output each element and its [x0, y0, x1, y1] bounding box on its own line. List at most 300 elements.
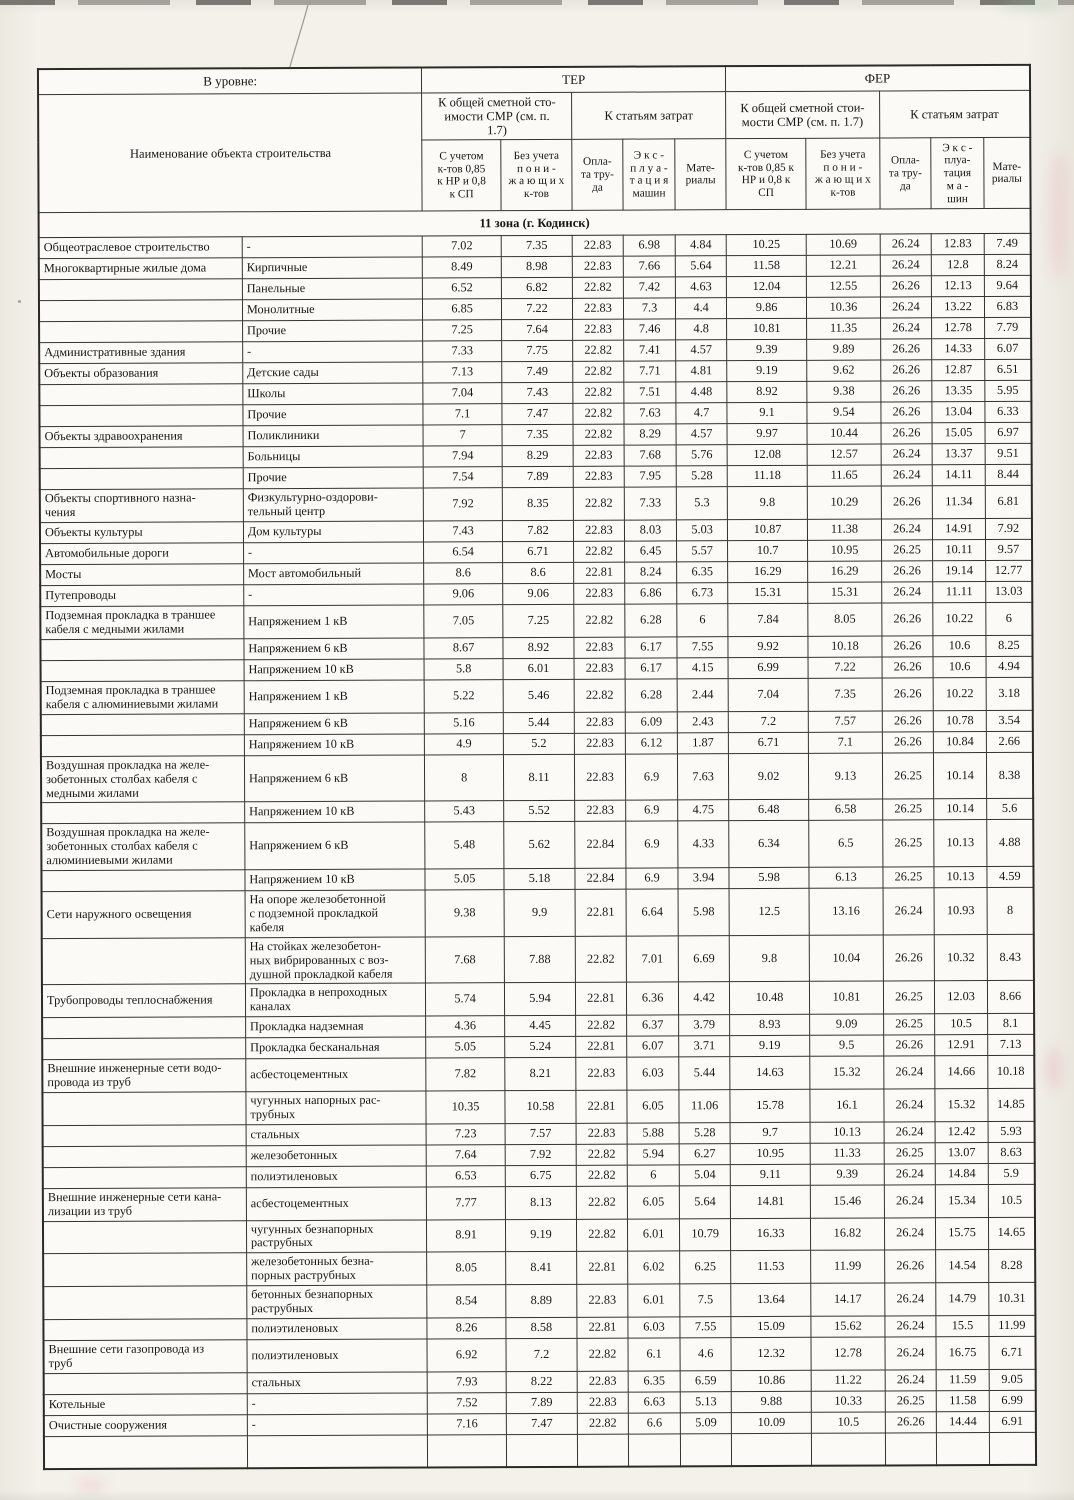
- cell: 12.83: [931, 234, 984, 255]
- cell: 5.44: [679, 1057, 730, 1090]
- cell: полиэтиленовых: [247, 1318, 428, 1340]
- cell: 9.38: [807, 381, 880, 402]
- table-row: [43, 1250, 1035, 1287]
- cell: -: [243, 542, 424, 564]
- cell: 26.25: [882, 820, 934, 867]
- cell: 14.65: [988, 1217, 1035, 1250]
- cell: 7.5: [680, 1284, 731, 1317]
- cell: 8.93: [730, 1014, 810, 1035]
- table-row: [40, 486, 1032, 523]
- cell: 7.84: [728, 603, 808, 636]
- cell: [247, 1435, 428, 1468]
- cell: 7.13: [423, 362, 501, 383]
- cell: 4.48: [676, 382, 727, 403]
- cell: 9.88: [731, 1391, 811, 1412]
- cell: [43, 1125, 246, 1147]
- cell: 5.94: [504, 983, 576, 1016]
- cell: 8.05: [808, 603, 882, 636]
- cell: Сети наружного освещения: [42, 891, 246, 939]
- cell: 22.82: [574, 679, 625, 712]
- cell: 12.91: [935, 1035, 988, 1056]
- cell: 10.04: [810, 935, 884, 982]
- cell: 6.05: [627, 1090, 680, 1123]
- cell: 15.75: [936, 1217, 989, 1250]
- cell: 4.6: [680, 1338, 731, 1371]
- cell: 22.83: [573, 466, 624, 487]
- cell: 4.84: [676, 235, 727, 256]
- cell: 7.01: [626, 936, 679, 983]
- scan-artifact-smudge: [1046, 1048, 1062, 1090]
- cell: Детские сады: [243, 362, 424, 384]
- cell: 7.63: [624, 403, 677, 424]
- cell: 5.04: [680, 1164, 731, 1185]
- cell: [989, 1432, 1036, 1465]
- cell: 8.11: [503, 754, 575, 801]
- cell: 7.57: [505, 1123, 577, 1144]
- table-row: [43, 1336, 1035, 1373]
- cell: 5.13: [681, 1391, 732, 1412]
- cell: 11.33: [810, 1143, 883, 1164]
- cell: 11.18: [727, 466, 807, 487]
- cell: 8.43: [987, 934, 1034, 981]
- cell: 7.55: [677, 637, 728, 658]
- cell: 22.81: [576, 983, 627, 1016]
- cell: 9.8: [727, 487, 807, 520]
- cell: 10.6: [933, 635, 986, 656]
- cell: [41, 713, 244, 735]
- cell: Мост автомобильный: [243, 563, 424, 585]
- cell: 5.24: [504, 1037, 576, 1058]
- cell: 7.35: [808, 678, 882, 711]
- cell: Напряжением 6 кВ: [244, 713, 425, 735]
- cell: 4.8: [676, 319, 727, 340]
- cell: 9.13: [809, 753, 883, 800]
- cell: Многоквартирные жилые дома: [39, 258, 242, 280]
- cell: 11.65: [807, 465, 880, 486]
- cell: 6.64: [626, 889, 679, 936]
- cell: 10.14: [934, 799, 987, 820]
- cell: 14.81: [730, 1185, 810, 1218]
- cost-index-table: [37, 64, 1037, 1470]
- cell: 8.54: [427, 1285, 506, 1318]
- cell: 14.79: [936, 1283, 989, 1316]
- header-fer-with-coeff: С учетом к-тов 0,85 к НР и 0,8 к СП: [726, 139, 807, 210]
- cell: 26.24: [880, 297, 932, 318]
- cell: 22.82: [573, 382, 624, 403]
- cell: 6.02: [627, 1251, 680, 1284]
- cell: 26.26: [881, 603, 933, 636]
- cell: 22.82: [573, 424, 624, 445]
- cell: 11.06: [679, 1090, 730, 1123]
- cell: 8.98: [501, 257, 573, 278]
- cell: 14.54: [936, 1250, 989, 1283]
- cell: 15.46: [811, 1185, 885, 1218]
- cell: 9.57: [985, 539, 1032, 560]
- cell: 9.11: [730, 1164, 810, 1185]
- cell: 6.97: [985, 423, 1032, 444]
- scan-artifact-speck: [18, 300, 21, 303]
- cell: 13.03: [986, 581, 1033, 602]
- cell: -: [247, 1393, 428, 1415]
- cell: 11.38: [808, 519, 881, 540]
- cell: 5.46: [503, 679, 575, 712]
- cell: 5.9: [988, 1163, 1035, 1184]
- cell: 5.43: [425, 801, 503, 822]
- cell: Панельные: [242, 278, 423, 300]
- cell: 5.98: [729, 867, 809, 888]
- cell: 11.99: [811, 1250, 885, 1283]
- cell: 26.25: [883, 1014, 935, 1035]
- cell: 9.39: [727, 340, 807, 361]
- header-ter-labor: Опла- та тру- да: [572, 139, 623, 210]
- cell: 26.25: [882, 799, 934, 820]
- cell: Школы: [243, 383, 424, 405]
- cell: 9.9: [504, 889, 576, 936]
- cell: 10.29: [808, 486, 882, 519]
- cell: 4.42: [679, 982, 730, 1015]
- cell: 8.03: [624, 520, 677, 541]
- cell: полиэтиленовых: [246, 1166, 427, 1188]
- cell: 8.49: [423, 257, 501, 278]
- cell: Прокладка в непроходных каналах: [245, 983, 426, 1017]
- cell: 26.25: [883, 867, 935, 888]
- cell: 7.54: [424, 467, 502, 488]
- header-fer-materials: Мате- риалы: [984, 138, 1031, 209]
- cell: 22.82: [573, 487, 624, 520]
- header-ter-cost-items: К статьям затрат: [572, 92, 726, 140]
- cell: 22.82: [574, 541, 625, 562]
- cell: 6.01: [628, 1284, 681, 1317]
- cell: 26.26: [881, 402, 933, 423]
- cell: 6: [627, 1165, 680, 1186]
- cell: 5.88: [627, 1123, 680, 1144]
- cell: 26.25: [883, 981, 935, 1014]
- cell: 6.48: [729, 800, 809, 821]
- cell: 22.83: [574, 583, 625, 604]
- cell: 10.81: [810, 981, 884, 1014]
- cell: -: [244, 584, 425, 606]
- cell: 6.03: [627, 1057, 680, 1090]
- cell: 22.83: [577, 1284, 628, 1317]
- cell: 7.04: [728, 678, 808, 711]
- cell: 6.5: [809, 820, 883, 867]
- cell: Напряжением 10 кВ: [245, 869, 426, 891]
- cell: 5.64: [680, 1185, 731, 1218]
- cell: 16.75: [936, 1336, 989, 1369]
- cell: Дом культуры: [243, 521, 424, 543]
- cell: Путепроводы: [40, 585, 243, 607]
- cell: 8.35: [502, 488, 574, 521]
- cell: 14.85: [988, 1088, 1035, 1121]
- cell: [628, 1434, 681, 1467]
- cell: 10.13: [810, 1122, 883, 1143]
- cell: 22.81: [574, 562, 625, 583]
- header-fer-without-coeff: Без учета п о н и - ж а ю щ и х к-тов: [806, 138, 880, 209]
- cell: железобетонных безна- порных раструбных: [246, 1252, 427, 1286]
- cell: 10.95: [808, 540, 881, 561]
- cell: 26.26: [882, 678, 934, 711]
- cell: 8.58: [506, 1317, 578, 1338]
- cell: 22.83: [577, 1371, 628, 1392]
- cell: 26.25: [885, 1390, 937, 1411]
- cell: 15.32: [810, 1056, 884, 1089]
- cell: 15.78: [730, 1089, 810, 1122]
- cell: -: [247, 1414, 428, 1436]
- cell: 6.03: [628, 1317, 681, 1338]
- cell: Прочие: [243, 404, 424, 426]
- cell: 22.82: [573, 361, 624, 382]
- cell: асбестоцементных: [246, 1058, 427, 1092]
- cell: [812, 1433, 886, 1466]
- cell: 22.81: [577, 1251, 628, 1284]
- cell: Прокладка бесканальная: [246, 1037, 427, 1059]
- cell: Напряжением 1 кВ: [244, 680, 425, 714]
- cell: 12.55: [807, 276, 880, 297]
- cell: 14.84: [935, 1163, 988, 1184]
- table-row: [44, 1432, 1036, 1469]
- cell: 22.83: [572, 235, 623, 256]
- cell: [42, 1017, 245, 1039]
- cell: 22.81: [576, 1036, 627, 1057]
- cell: 3.94: [678, 868, 729, 889]
- header-fer-label: ФЕР: [725, 65, 1030, 92]
- cell: Напряжением 1 кВ: [244, 605, 425, 639]
- cell: асбестоцементных: [246, 1187, 427, 1221]
- cell: 9.54: [807, 402, 880, 423]
- cell: 10.69: [806, 234, 879, 255]
- cell: 22.84: [575, 868, 626, 889]
- cell: 10.18: [988, 1056, 1035, 1089]
- cell: 4.63: [676, 277, 727, 298]
- cell: [681, 1433, 732, 1466]
- cell: 26.24: [885, 1316, 937, 1337]
- cell: [40, 639, 243, 661]
- cell: [43, 1286, 247, 1320]
- cell: 4.33: [678, 821, 729, 868]
- cell: 4.81: [676, 361, 727, 382]
- cell: 22.83: [575, 801, 626, 822]
- cell: 10.7: [727, 540, 807, 561]
- cell: 10.48: [729, 982, 809, 1015]
- cell: [885, 1432, 937, 1465]
- cell: 14.33: [932, 339, 985, 360]
- cell: 13.16: [809, 888, 883, 935]
- cell: Мосты: [40, 564, 243, 586]
- cell: 7.47: [506, 1413, 578, 1434]
- cell: 12.03: [935, 981, 988, 1014]
- cell: 13.64: [731, 1283, 811, 1316]
- cell: 9.06: [502, 583, 574, 604]
- cell: 7.25: [503, 604, 575, 637]
- cell: 26.26: [880, 276, 932, 297]
- cell: 4.59: [987, 866, 1034, 887]
- cell: 5.62: [504, 822, 576, 869]
- cell: 8.29: [624, 424, 677, 445]
- cell: 10.87: [727, 519, 807, 540]
- cell: 6.34: [729, 821, 810, 868]
- cell: Поликлиники: [243, 425, 424, 447]
- cell: 8.21: [505, 1058, 577, 1091]
- cell: 10.79: [680, 1218, 731, 1251]
- cell: 3.71: [679, 1036, 730, 1057]
- cell: 22.83: [574, 712, 625, 733]
- cell: Котельные: [44, 1393, 247, 1415]
- cell: 6.86: [624, 583, 677, 604]
- cell: Напряжением 6 кВ: [244, 638, 425, 660]
- cell: 11.59: [936, 1369, 989, 1390]
- cell: 6.1: [628, 1338, 681, 1371]
- cell: полиэтиленовых: [247, 1339, 428, 1373]
- cell: 11.35: [807, 318, 880, 339]
- cell: 6.9: [625, 754, 678, 801]
- cell: 5.76: [676, 445, 727, 466]
- cell: 7.64: [501, 320, 573, 341]
- cell: 19.14: [933, 561, 986, 582]
- cell: 5.8: [424, 659, 502, 680]
- cell: 26.24: [881, 444, 933, 465]
- cell: 6.28: [625, 604, 678, 637]
- cell: 8.1: [987, 1014, 1034, 1035]
- cell: 5.03: [677, 520, 728, 541]
- cell: 7.88: [504, 936, 576, 983]
- cell: 22.83: [576, 1057, 627, 1090]
- table-body: [39, 209, 1036, 1469]
- cell: 1.87: [678, 732, 729, 753]
- cell: 26.26: [882, 710, 934, 731]
- cell: 7.33: [423, 341, 501, 362]
- cell: 9.19: [730, 1035, 810, 1056]
- cell: 12.13: [932, 276, 985, 297]
- cell: 6.35: [628, 1371, 681, 1392]
- cell: Физкультурно-оздорови- тельный центр: [243, 488, 424, 522]
- cell: 22.82: [574, 604, 625, 637]
- cell: 26.24: [880, 255, 932, 276]
- cell: 11.11: [933, 582, 986, 603]
- cell: 7.46: [623, 319, 676, 340]
- cell: 22.82: [578, 1413, 629, 1434]
- cell: 26.24: [881, 519, 933, 540]
- cell: 6.99: [989, 1390, 1036, 1411]
- cell: Воздушная прокладка на желе- зобетонных столбах кабеля с медными жилами: [41, 755, 245, 803]
- cell: Воздушная прокладка на желе- зобетонных столбах кабеля с алюминиевыми жилами: [41, 823, 245, 871]
- header-ter-machines: Э к с - п л у а - т а ц и я машин: [623, 139, 676, 210]
- cost-index-table-container: [37, 64, 1037, 1470]
- cell: 10.35: [426, 1091, 505, 1124]
- cell: 5.6: [986, 799, 1033, 820]
- cell: [43, 1167, 246, 1189]
- cell: [43, 1146, 246, 1168]
- cell: 26.24: [885, 1369, 937, 1390]
- cell: 10.22: [933, 603, 986, 636]
- cell: 6.25: [680, 1251, 731, 1284]
- cell: 8.05: [427, 1252, 506, 1285]
- cell: Трубопроводы теплоснабжения: [42, 984, 246, 1018]
- cell: 26.24: [881, 582, 933, 603]
- cell: 26.25: [882, 752, 934, 799]
- cell: 7.43: [502, 383, 574, 404]
- cell: 6.54: [424, 542, 502, 563]
- cell: 9.39: [811, 1164, 884, 1185]
- cell: 5.95: [985, 381, 1032, 402]
- cell: 4.15: [677, 658, 728, 679]
- cell: 6.83: [984, 297, 1031, 318]
- cell: 26.26: [883, 1035, 935, 1056]
- cell: стальных: [246, 1124, 427, 1146]
- cell: 22.82: [576, 1144, 627, 1165]
- cell: 6.45: [624, 541, 677, 562]
- cell: 7.49: [502, 362, 574, 383]
- cell: 15.32: [935, 1089, 988, 1122]
- cell: 10.6: [933, 656, 986, 677]
- cell: [39, 300, 242, 322]
- cell: 7.42: [623, 277, 676, 298]
- cell: 4.45: [504, 1016, 576, 1037]
- cell: Общеотраслевое строительство: [39, 237, 242, 259]
- cell: 7.89: [502, 467, 574, 488]
- header-fer-labor: Опла- та тру- да: [879, 138, 931, 209]
- cell: 13.35: [932, 381, 985, 402]
- cell: 7.82: [502, 520, 574, 541]
- zone-title: 11 зона (г. Кодинск): [39, 209, 1031, 238]
- cell: Объекты здравоохранения: [40, 426, 243, 448]
- cell: 3.18: [986, 677, 1033, 710]
- cell: бетонных безнапорных раструбных: [247, 1285, 428, 1319]
- cell: 10.36: [807, 297, 880, 318]
- cell: 22.81: [575, 889, 626, 936]
- table-row: [42, 1056, 1034, 1093]
- cell: [41, 870, 244, 892]
- cell: 7.55: [680, 1317, 731, 1338]
- cell: 26.24: [881, 465, 933, 486]
- cell: 4.7: [676, 403, 727, 424]
- cell: 5.28: [677, 466, 728, 487]
- cell: Прочие: [243, 467, 424, 489]
- header-ter-materials: Мате- риалы: [675, 139, 726, 210]
- cell: [43, 1319, 246, 1341]
- cell: Очистные сооружения: [44, 1414, 247, 1436]
- cell: 22.82: [577, 1186, 628, 1219]
- cell: 9.1: [727, 403, 807, 424]
- cell: 9.8: [729, 935, 810, 982]
- cell: 6.63: [628, 1392, 681, 1413]
- cell: [39, 405, 242, 427]
- cell: 12.04: [726, 277, 806, 298]
- cell: 10.31: [989, 1282, 1036, 1315]
- cell: 22.82: [575, 936, 626, 983]
- cell: 7.77: [427, 1186, 506, 1219]
- cell: 7.1: [809, 732, 882, 753]
- cell: 8.66: [987, 981, 1034, 1014]
- cell: 10.5: [935, 1014, 988, 1035]
- cell: 7.63: [678, 753, 729, 800]
- cell: [44, 1435, 248, 1468]
- cell: 6.98: [623, 235, 676, 256]
- cell: 8.63: [988, 1142, 1035, 1163]
- cell: 14.63: [730, 1056, 810, 1089]
- cell: -: [243, 341, 424, 363]
- cell: 6.59: [680, 1370, 731, 1391]
- cell: [43, 1220, 247, 1254]
- cell: Кирпичные: [242, 257, 423, 279]
- cell: [39, 384, 242, 406]
- cell: 9.5: [810, 1035, 883, 1056]
- cell: 7.41: [623, 340, 676, 361]
- cell: 26.26: [882, 636, 934, 657]
- cell: 8.91: [427, 1219, 506, 1252]
- header-fer-machines: Э к с - плуа- тация м а - шин: [931, 138, 984, 209]
- cell: 7.52: [428, 1392, 506, 1413]
- cell: 8.67: [424, 638, 502, 659]
